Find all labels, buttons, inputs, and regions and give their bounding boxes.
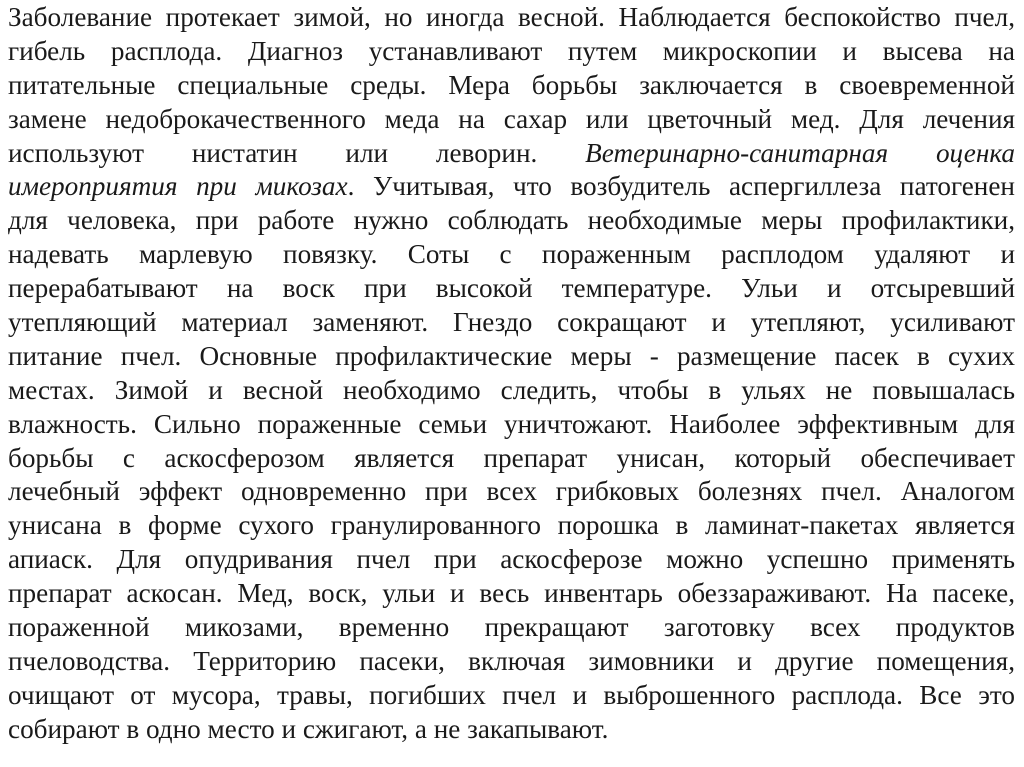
text-line <box>8 35 1015 69</box>
text-line <box>8 204 1015 238</box>
text-run: апиаск. Для опудривания пчел при аскосферозе можно успешно применять <box>8 544 1015 575</box>
text-line <box>8 137 1015 171</box>
text-run: очищают от мусора, травы, погибших пчел и выброшенного расплода. Все это <box>8 679 1015 710</box>
text-line <box>8 103 1015 137</box>
text-run: пораженной микозами, временно прекращают заготовку всех продуктов <box>8 612 1015 643</box>
text-run: унисана в форме сухого гранулированного порошка в ламинат-пакетах является <box>8 510 1015 541</box>
text-run: питательные специальные среды. Мера борьбы заключается в своевременной <box>8 69 1015 100</box>
text-run: для человека, при работе нужно соблюдать необходимые меры профилактики, <box>8 205 1015 236</box>
text-run: гибель расплода. Диагноз устанавливают путем микроскопии и высева на <box>8 35 1015 66</box>
text-line <box>8 611 1015 645</box>
text-line <box>8 170 1015 204</box>
text-run: питание пчел. Основные профилактические меры - размещение пасек в сухих <box>8 340 1015 371</box>
text-run: Заболевание протекает зимой, но иногда весной. Наблюдается беспокойство пчел, <box>8 2 1015 32</box>
text-line <box>8 442 1015 476</box>
text-line <box>8 1 1015 35</box>
text-line <box>8 475 1015 509</box>
text-line <box>8 340 1015 374</box>
text-line <box>8 374 1015 408</box>
text-line <box>8 306 1015 340</box>
text-run: борьбы с аскосферозом является препарат унисан, который обеспечивает <box>8 442 1015 473</box>
text-run: лечебный эффект одновременно при всех грибковых болезнях пчел. Аналогом <box>8 476 1015 507</box>
text-run: собирают в одно место и сжигают, а не закапывают. <box>8 713 609 744</box>
text-run: пчеловодства. Территорию пасеки, включая зимовники и другие помещения, <box>8 645 1015 676</box>
text-line <box>8 679 1015 713</box>
italic-heading-text: имероприятия при микозах <box>8 171 348 202</box>
text-line <box>8 509 1015 543</box>
text-run: используют нистатин или леворин. <box>8 137 586 168</box>
text-run: утепляющий материал заменяют. Гнездо сокращают и утепляют, усиливают <box>8 307 1015 338</box>
text-run: влажность. Сильно пораженные семьи уничтожают. Наиболее эффективным для <box>8 408 1015 439</box>
text-line <box>8 577 1015 611</box>
text-line <box>8 543 1015 577</box>
text-run: надевать марлевую повязку. Соты с пораженным расплодом удаляют и <box>8 239 1015 270</box>
text-line <box>8 238 1015 272</box>
text-run: перерабатывают на воск при высокой температуре. Ульи и отсыревший <box>8 273 1015 304</box>
text-run: местах. Зимой и весной необходимо следить, чтобы в ульях не повышалась <box>8 374 1015 405</box>
text-line <box>8 408 1015 442</box>
text-line <box>8 272 1015 306</box>
text-run: замене недоброкачественного меда на сахар или цветочный мед. Для лечения <box>8 103 1015 134</box>
italic-heading-text: Ветеринарно-санитарная оценка <box>585 137 1015 168</box>
text-line <box>8 645 1015 679</box>
body-paragraph <box>8 1 1015 747</box>
text-run: препарат аскосан. Мед, воск, ульи и весь инвентарь обеззараживают. На пасеке, <box>8 578 1015 609</box>
text-line <box>8 713 1015 747</box>
text-run: . Учитывая, что возбудитель аспергиллеза патогенен <box>347 171 1015 202</box>
text-line <box>8 69 1015 103</box>
